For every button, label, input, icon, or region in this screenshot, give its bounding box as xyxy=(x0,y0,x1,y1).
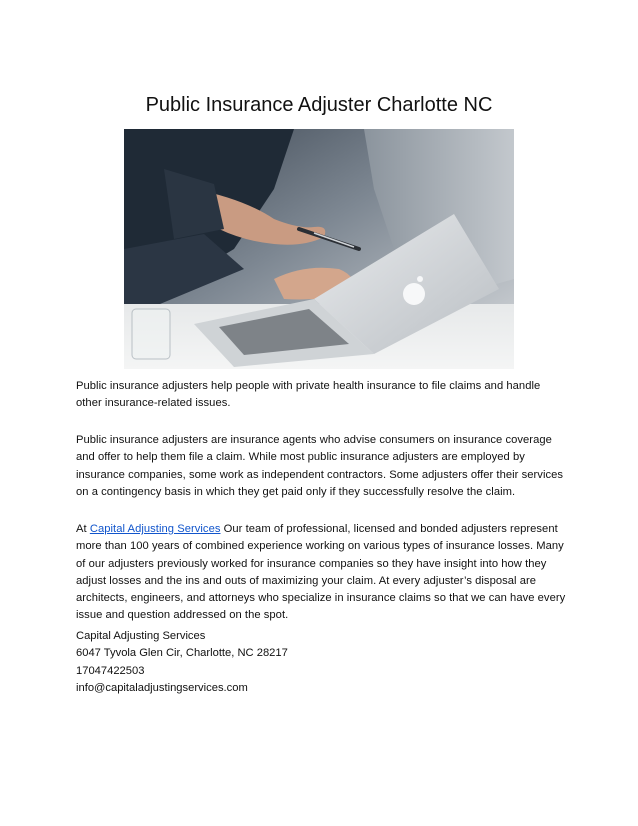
paragraph-description: Public insurance adjusters are insurance agents who advise consumers on insurance coverage and offer to help them file a claim. While most public insurance adjusters are employed by insurance companies, some work as independent contractors. Some adjusters offer their services on a contingency basis in which they get paid only if they successfully resolve the claim. xyxy=(76,434,564,498)
paragraph-about-prefix: At xyxy=(76,523,90,535)
paragraph-about-body: Our team of professional, licensed and bonded adjusters represent more than 100 years of combined experience working on various types of insurance losses. Many of our adjusters previously worked for insurance companies so they have insight into how they adjust losses and the ins and outs of maximizing your claim. At every adjuster’s disposal are architects, engineers, and attorneys who specialize in insurance claims so that we can have every issue and question addressed on the spot. xyxy=(76,523,566,622)
contact-block xyxy=(76,628,288,697)
contact-address: 6047 Tyvola Glen Cir, Charlotte, NC 28217 xyxy=(76,647,288,660)
hero-photo-laptop-meeting xyxy=(124,129,514,369)
page-title: Public Insurance Adjuster Charlotte NC xyxy=(145,94,493,116)
paragraph-intro: Public insurance adjusters help people with private health insurance to file claims and handle other insurance-related issues. xyxy=(76,380,541,410)
contact-phone: 17047422503 xyxy=(76,664,145,677)
capital-adjusting-services-link[interactable]: Capital Adjusting Services xyxy=(89,523,221,535)
contact-company-name: Capital Adjusting Services xyxy=(76,630,206,642)
contact-email: info@capitaladjustingservices.com xyxy=(76,681,248,694)
paragraph-about-company xyxy=(76,521,566,625)
photo-illustration xyxy=(124,129,514,369)
